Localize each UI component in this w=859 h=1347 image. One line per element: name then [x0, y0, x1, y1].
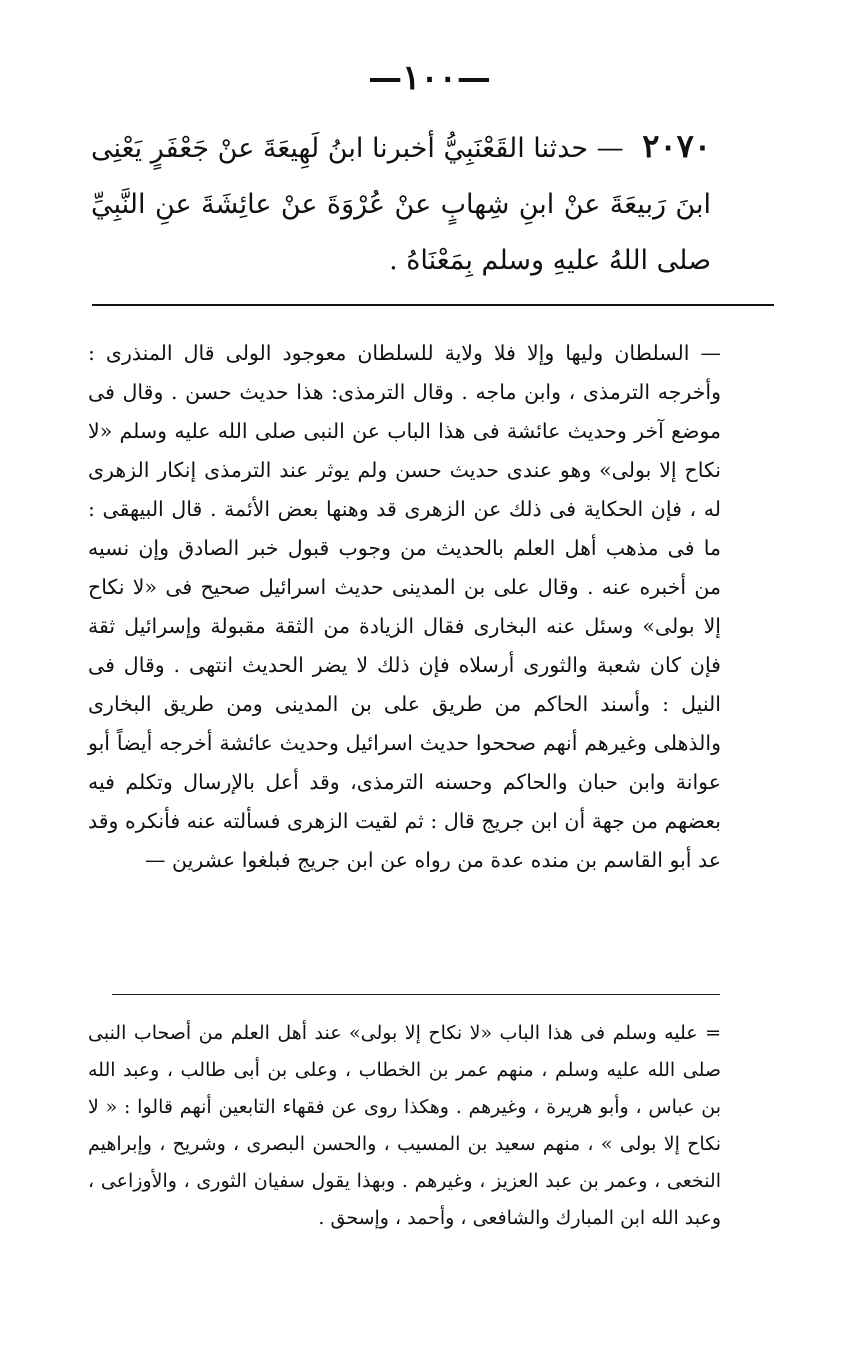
hadith-number: ٢٠٧٠ — [642, 127, 711, 165]
footnote-divider — [112, 994, 720, 995]
page-number: —١٠٠— — [368, 58, 491, 98]
hadith-text-block — [91, 118, 711, 289]
commentary-text: — السلطان وليها وإلا فلا ولاية للسلطان معوجود الولى قال المنذرى : وأخرجه الترمذى ، وابن ماجه . وقال الترمذى: هذا حديث حسن . وقال فى موضع آخر وحديث عائشة فى هذا الباب عن النبى صلى الله عليه وسلم «لا نكاح إلا بولى» وهو عندى حديث حسن ولم يوثر عند الترمذى إنكار الزهرى له ، فإن الحكاية فى ذلك عن الزهرى قد وهنها بعض الأئمة . قال البيهقى : ما فى مذهب أهل العلم بالحديث من وجوب قبول خبر الصادق وإن نسيه من أخبره عنه . وقال على بن المدينى حديث اسرائيل صحيح فى «لا نكاح إلا بولى» وسئل عنه البخارى فقال الزيادة من الثقة مقبولة وإسرائيل ثقة فإن كان شعبة والثورى أرسلاه فإن ذلك لا يضر الحديث انتهى . وقال فى النيل : وأسند الحاكم من طريق على بن المدينى ومن طريق البخارى والذهلى وغيرهم أنهم صححوا حديث اسرائيل وحديث عائشة أخرجه أيضاً أبو عوانة وابن حبان والحاكم وحسنه الترمذى، وقد أعل بالإرسال وتكلم فيه بعضهم من جهة أن ابن جريج قال : ثم لقيت الزهرى فسألته عنه فأنكره وقد عد أبو القاسم بن منده عدة من رواه عن ابن جريج فبلغوا عشرين — — [88, 341, 721, 872]
section-divider — [92, 304, 774, 306]
footnote-text: = عليه وسلم فى هذا الباب «لا نكاح إلا بولى» عند أهل العلم من أصحاب النبى صلى الله عليه وسلم ، منهم عمر بن الخطاب ، وعلى بن أبى طالب ، وعبد الله بن عباس ، وأبو هريرة ، وغيرهم . وهكذا روى عن فقهاء التابعين أنهم قالوا : « لا نكاح إلا بولى » ، منهم سعيد بن المسيب ، والحسن البصرى ، وشريح ، وإبراهيم النخعى ، وعمر بن عبد العزيز ، وغيرهم . وبهذا يقول سفيان الثورى ، والأوزاعى ، وعبد الله ابن المبارك والشافعى ، وأحمد ، وإسحق . — [88, 1022, 721, 1229]
hadith-text: — حدثنا القَعْنَبِيُّ أخبرنا ابنُ لَهِيعَةَ عنْ جَعْفَرٍ يَعْنِى ابنَ رَبيعَةَ عنْ ابنِ شِهابٍ عنْ عُرْوَةَ عنْ عائِشَةَ عنِ النَّبِيِّ صلى اللهُ عليهِ وسلم بِمَعْنَاهُ . — [91, 133, 711, 276]
